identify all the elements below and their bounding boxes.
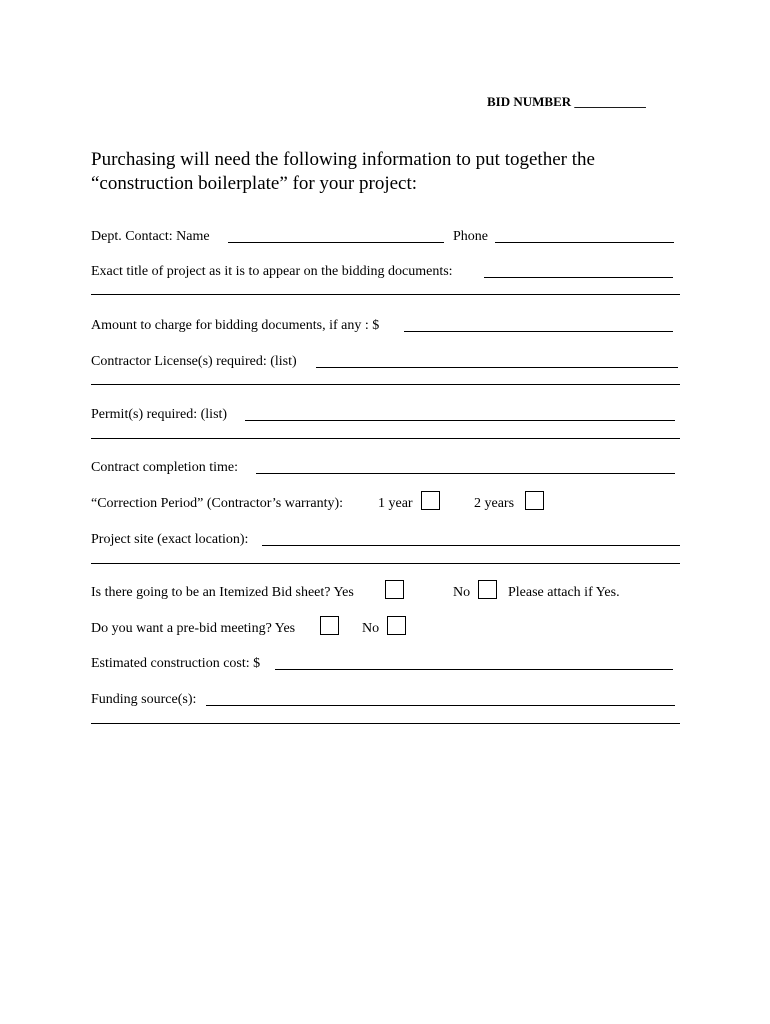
- two-years-label: 2 years: [474, 496, 515, 511]
- permits-field-cont[interactable]: [91, 438, 680, 439]
- project-site-label: Project site (exact location):: [91, 532, 249, 547]
- phone-field[interactable]: [495, 242, 674, 243]
- itemized-yes-checkbox[interactable]: [385, 580, 404, 599]
- intro-line-2: “construction boilerplate” for your project:: [91, 173, 418, 194]
- two-years-checkbox[interactable]: [525, 491, 544, 510]
- prebid-meeting-label: Do you want a pre-bid meeting? Yes: [91, 621, 296, 636]
- contact-name-field[interactable]: [228, 242, 444, 243]
- one-year-checkbox[interactable]: [421, 491, 440, 510]
- amount-charge-label: Amount to charge for bidding documents, if any : $: [91, 318, 380, 333]
- intro-text: [91, 148, 595, 196]
- intro-line-1: Purchasing will need the following information to put together the: [91, 149, 595, 170]
- prebid-no-checkbox[interactable]: [387, 616, 406, 635]
- contractor-license-field-cont[interactable]: [91, 384, 680, 385]
- project-title-field-cont[interactable]: [91, 294, 680, 295]
- prebid-no-label: No: [362, 621, 380, 636]
- amount-charge-field[interactable]: [404, 331, 673, 332]
- phone-label: Phone: [453, 229, 488, 244]
- completion-time-field[interactable]: [256, 473, 675, 474]
- prebid-yes-checkbox[interactable]: [320, 616, 339, 635]
- correction-period-label: “Correction Period” (Contractor’s warranty):: [91, 496, 344, 511]
- contractor-license-field[interactable]: [316, 367, 678, 368]
- funding-source-label: Funding source(s):: [91, 692, 197, 707]
- contractor-license-label: Contractor License(s) required: (list): [91, 354, 297, 369]
- permits-label: Permit(s) required: (list): [91, 407, 228, 422]
- project-title-field[interactable]: [484, 277, 673, 278]
- project-site-field[interactable]: [262, 545, 680, 546]
- completion-time-label: Contract completion time:: [91, 460, 238, 475]
- funding-source-field[interactable]: [206, 705, 675, 706]
- one-year-label: 1 year: [378, 496, 413, 511]
- itemized-bid-label: Is there going to be an Itemized Bid sheet? Yes: [91, 585, 354, 600]
- funding-source-field-cont[interactable]: [91, 723, 680, 724]
- estimated-cost-label: Estimated construction cost: $: [91, 656, 261, 671]
- project-site-field-cont[interactable]: [91, 563, 680, 564]
- itemized-no-label: No: [453, 585, 471, 600]
- bid-number-label: BID NUMBER ___________: [487, 94, 646, 109]
- project-title-label: Exact title of project as it is to appear on the bidding documents:: [91, 264, 453, 279]
- itemized-no-checkbox[interactable]: [478, 580, 497, 599]
- please-attach-label: Please attach if Yes.: [508, 585, 620, 600]
- permits-field[interactable]: [245, 420, 675, 421]
- dept-contact-label: Dept. Contact: Name: [91, 229, 210, 244]
- estimated-cost-field[interactable]: [275, 669, 673, 670]
